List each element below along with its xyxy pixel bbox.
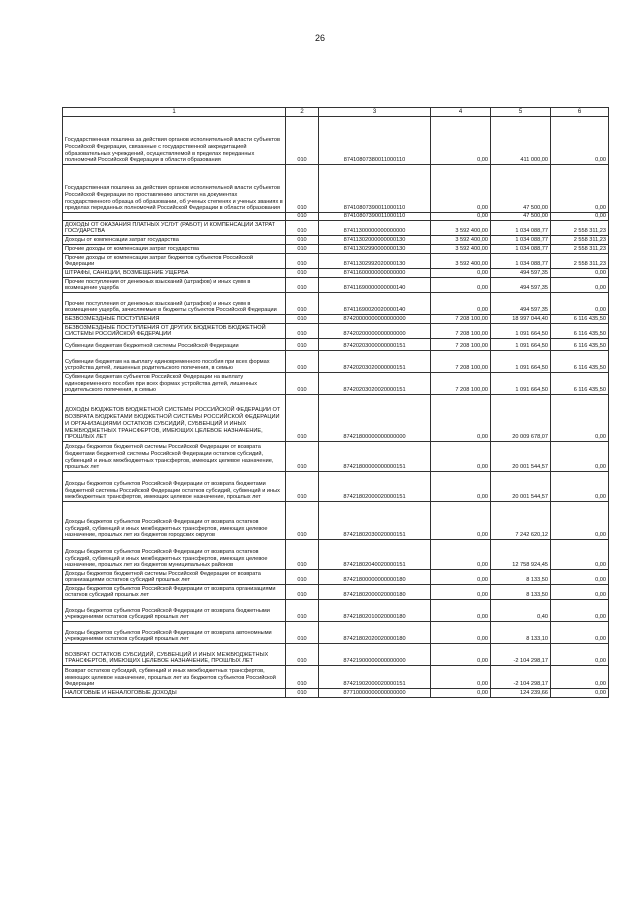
cell-name: ДОХОДЫ БЮДЖЕТОВ БЮДЖЕТНОЙ СИСТЕМЫ РОССИЙСКОЙ ФЕДЕРАЦИИ ОТ ВОЗВРАТА БЮДЖЕТАМИ БЮДЖЕТНОЙ СИСТЕМЫ РОССИЙСКОЙ ФЕДЕРАЦИИ И ОРГАНИЗАЦИЯМИ ОСТАТКОВ СУБСИДИЙ, СУБВЕНЦИЙ И ИНЫХ МЕЖБЮДЖЕТНЫХ ТРАНСФЕРТОВ, ИМЕЮЩИХ ЦЕЛЕВОЕ НАЗНАЧЕНИЕ, ПРОШЛЫХ ЛЕТ [63,395,286,442]
cell-rest: 0,00 [551,502,609,540]
table-row [63,278,609,293]
cell-rest: 2 558 311,23 [551,245,609,254]
cell-code: 010 [286,213,319,221]
cell-plan: 0,00 [431,540,491,570]
cell-kbk: 87420000000000000000 [319,315,431,324]
cell-plan: 0,00 [431,117,491,165]
cell-name: Доходы бюджетов субъектов Российской Федерации от возврата остатков субсидий, субвенций и иных межбюджетных трансфертов, имеющих целевое назначение, прошлых лет из бюджетов муниципальных районов [63,540,286,570]
cell-code: 010 [286,339,319,351]
cell-kbk: 87421800000000000000 [319,395,431,442]
table-row [63,373,609,395]
cell-rest: 0,00 [551,570,609,585]
cell-name: НАЛОГОВЫЕ И НЕНАЛОГОВЫЕ ДОХОДЫ [63,689,286,698]
income-report-table [62,107,609,698]
cell-fact: 8 133,10 [491,622,551,644]
cell-plan: 0,00 [431,213,491,221]
table-row [63,644,609,666]
cell-rest: 0,00 [551,395,609,442]
cell-plan: 0,00 [431,395,491,442]
cell-fact: 0,40 [491,600,551,622]
cell-plan: 0,00 [431,622,491,644]
cell-plan: 0,00 [431,269,491,278]
table-body [63,117,609,698]
cell-code: 010 [286,315,319,324]
table-row [63,293,609,315]
table-row [63,339,609,351]
cell-rest: 2 558 311,23 [551,254,609,269]
cell-rest: 0,00 [551,585,609,600]
cell-rest: 0,00 [551,600,609,622]
cell-fact: 411 000,00 [491,117,551,165]
table-row [63,117,609,165]
cell-rest: 6 116 435,50 [551,315,609,324]
table-row [63,502,609,540]
cell-plan: 0,00 [431,278,491,293]
cell-name: ВОЗВРАТ ОСТАТКОВ СУБСИДИЙ, СУБВЕНЦИЙ И ИНЫХ МЕЖБЮДЖЕТНЫХ ТРАНСФЕРТОВ, ИМЕЮЩИХ ЦЕЛЕВОЕ НАЗНАЧЕНИЕ, ПРОШЛЫХ ЛЕТ [63,644,286,666]
cell-code: 010 [286,245,319,254]
cell-plan: 0,00 [431,689,491,698]
cell-kbk: 87411302990000000130 [319,245,431,254]
column-header: 2 [286,108,319,117]
cell-name: Субвенции бюджетам субъектов Российской Федерации на выплату единовременного пособия при всех формах устройства детей, лишенных родительского попечения, в семью [63,373,286,395]
cell-fact: 494 597,35 [491,278,551,293]
table-row [63,570,609,585]
cell-name: Доходы бюджетов субъектов Российской Федерации от возврата организациями остатков субсидий прошлых лет [63,585,286,600]
cell-plan: 7 208 100,00 [431,315,491,324]
cell-code: 010 [286,165,319,213]
cell-code: 010 [286,644,319,666]
cell-plan: 0,00 [431,472,491,502]
table-row [63,221,609,236]
cell-code: 010 [286,622,319,644]
cell-code: 010 [286,442,319,472]
cell-code: 010 [286,395,319,442]
table-row [63,666,609,689]
cell-kbk: 87410807390011000110 [319,213,431,221]
cell-rest: 0,00 [551,269,609,278]
cell-name: Государственная пошлина за действия органов исполнительной власти субъектов Российской Федерации по проставлению апостиля на документах государственного образца об образовании, об ученых степенях и ученых званиях в пределах переданных полномочий Российской Федерации в области образования [63,165,286,213]
table-row [63,540,609,570]
cell-kbk: 87421802000020000180 [319,585,431,600]
cell-code: 010 [286,236,319,245]
page-number: 26 [314,33,325,43]
cell-kbk: 87420203020000000151 [319,351,431,373]
cell-fact: -2 104 298,17 [491,666,551,689]
cell-rest: 0,00 [551,213,609,221]
cell-plan: 0,00 [431,293,491,315]
cell-name: ДОХОДЫ ОТ ОКАЗАНИЯ ПЛАТНЫХ УСЛУГ (РАБОТ) И КОМПЕНСАЦИИ ЗАТРАТ ГОСУДАРСТВА [63,221,286,236]
cell-code: 010 [286,666,319,689]
cell-rest: 6 116 435,50 [551,339,609,351]
cell-code: 010 [286,600,319,622]
cell-kbk: 87420200000000000000 [319,324,431,339]
cell-fact: 8 133,50 [491,585,551,600]
cell-fact: 12 758 924,45 [491,540,551,570]
cell-name: Доходы от компенсации затрат государства [63,236,286,245]
cell-rest: 6 116 435,50 [551,351,609,373]
cell-kbk: 87411600000000000000 [319,269,431,278]
cell-kbk: 87421900000000000000 [319,644,431,666]
cell-kbk: 87420203020020000151 [319,373,431,395]
cell-rest: 0,00 [551,540,609,570]
cell-fact: 20 001 544,57 [491,472,551,502]
cell-fact: 494 597,35 [491,293,551,315]
cell-fact: 1 034 088,77 [491,236,551,245]
cell-name: Доходы бюджетов бюджетной системы Российской Федерации от возврата бюджетами бюджетной системы Российской Федерации остатков субсидий, субвенций и иных межбюджетных трансфертов, имеющих целевое назначение, прошлых лет [63,442,286,472]
cell-rest: 0,00 [551,293,609,315]
cell-name: Прочие доходы от компенсации затрат государства [63,245,286,254]
cell-plan: 0,00 [431,644,491,666]
table-row [63,269,609,278]
table-row [63,442,609,472]
cell-rest: 2 558 311,23 [551,221,609,236]
table-row [63,254,609,269]
cell-kbk: 87421802030020000151 [319,502,431,540]
table-row [63,351,609,373]
table-row [63,472,609,502]
cell-kbk: 87411690000000000140 [319,278,431,293]
cell-name: Доходы бюджетов бюджетной системы Российской Федерации от возврата организациями остатков субсидий прошлых лет [63,570,286,585]
cell-code: 010 [286,472,319,502]
cell-fact: 18 997 044,40 [491,315,551,324]
cell-fact: 1 091 664,50 [491,373,551,395]
cell-name: Доходы бюджетов субъектов Российской Федерации от возврата бюджетными учреждениями остатков субсидий прошлых лет [63,600,286,622]
cell-fact: 1 034 088,77 [491,245,551,254]
cell-code: 010 [286,324,319,339]
cell-plan: 3 592 400,00 [431,236,491,245]
column-header: 3 [319,108,431,117]
cell-name: Прочие поступления от денежных взысканий (штрафов) и иных сумм в возмещение ущерба [63,278,286,293]
table-row [63,213,609,221]
cell-code: 010 [286,689,319,698]
cell-plan: 7 208 100,00 [431,339,491,351]
cell-name: ШТРАФЫ, САНКЦИИ, ВОЗМЕЩЕНИЕ УЩЕРБА [63,269,286,278]
cell-code: 010 [286,585,319,600]
cell-name: Возврат остатков субсидий, субвенций и иных межбюджетных трансфертов, имеющих целевое назначение, прошлых лет из бюджетов субъектов Российской Федерации [63,666,286,689]
cell-name: Доходы бюджетов субъектов Российской Федерации от возврата бюджетами бюджетной системы Российской Федерации остатков субсидий, субвенций и иных межбюджетных трансфертов, имеющих целевое назначение, прошлых лет [63,472,286,502]
cell-fact: 20 009 678,07 [491,395,551,442]
cell-kbk: 87421802010020000180 [319,600,431,622]
cell-rest: 0,00 [551,442,609,472]
table-row [63,600,609,622]
cell-kbk: 87411302000000000130 [319,236,431,245]
cell-kbk: 87410807380011000110 [319,117,431,165]
cell-fact: 47 500,00 [491,165,551,213]
cell-fact: 494 597,35 [491,269,551,278]
table-row [63,324,609,339]
cell-fact: 47 500,00 [491,213,551,221]
cell-rest: 0,00 [551,689,609,698]
cell-plan: 3 592 400,00 [431,245,491,254]
cell-code: 010 [286,502,319,540]
cell-kbk: 87411300000000000000 [319,221,431,236]
cell-plan: 7 208 100,00 [431,324,491,339]
column-header: 5 [491,108,551,117]
cell-plan: 7 208 100,00 [431,351,491,373]
cell-name: БЕЗВОЗМЕЗДНЫЕ ПОСТУПЛЕНИЯ [63,315,286,324]
cell-fact: 7 242 620,12 [491,502,551,540]
cell-name: Прочие доходы от компенсации затрат бюджетов субъектов Российской Федерации [63,254,286,269]
cell-plan: 0,00 [431,502,491,540]
cell-name: Прочие поступления от денежных взысканий (штрафов) и иных сумм в возмещение ущерба, зачисляемые в бюджеты субъектов Российской Федерации [63,293,286,315]
cell-fact: 20 001 544,57 [491,442,551,472]
cell-kbk: 87411302992020000130 [319,254,431,269]
column-header: 4 [431,108,491,117]
cell-fact: 1 091 664,50 [491,351,551,373]
cell-plan: 3 592 400,00 [431,254,491,269]
cell-rest: 6 116 435,50 [551,324,609,339]
table-row [63,622,609,644]
cell-code: 010 [286,570,319,585]
cell-kbk: 87421802000020000151 [319,472,431,502]
cell-fact: 1 091 664,50 [491,339,551,351]
cell-rest: 0,00 [551,278,609,293]
cell-kbk: 87421800000000000151 [319,442,431,472]
cell-name: Доходы бюджетов субъектов Российской Федерации от возврата автономными учреждениями остатков субсидий прошлых лет [63,622,286,644]
cell-plan: 0,00 [431,585,491,600]
cell-code: 010 [286,278,319,293]
cell-code: 010 [286,221,319,236]
cell-rest: 0,00 [551,666,609,689]
cell-rest: 0,00 [551,644,609,666]
cell-kbk: 87421802040020000151 [319,540,431,570]
column-header: 6 [551,108,609,117]
cell-code: 010 [286,254,319,269]
table-row [63,165,609,213]
cell-kbk: 87420203000000000151 [319,339,431,351]
cell-plan: 0,00 [431,570,491,585]
cell-code: 010 [286,373,319,395]
cell-plan: 0,00 [431,165,491,213]
cell-name: Доходы бюджетов субъектов Российской Федерации от возврата остатков субсидий, субвенций и иных межбюджетных трансфертов, имеющих целевое назначение, прошлых лет из бюджетов городских округов [63,502,286,540]
cell-rest: 0,00 [551,165,609,213]
cell-rest: 6 116 435,50 [551,373,609,395]
cell-plan: 0,00 [431,666,491,689]
cell-kbk: 87710000000000000000 [319,689,431,698]
table-header-row [63,108,609,117]
cell-name: БЕЗВОЗМЕЗДНЫЕ ПОСТУПЛЕНИЯ ОТ ДРУГИХ БЮДЖЕТОВ БЮДЖЕТНОЙ СИСТЕМЫ РОССИЙСКОЙ ФЕДЕРАЦИИ [63,324,286,339]
cell-rest: 0,00 [551,117,609,165]
cell-kbk: 87421902000020000151 [319,666,431,689]
cell-plan: 0,00 [431,600,491,622]
cell-code: 010 [286,269,319,278]
cell-name [63,213,286,221]
cell-name: Государственная пошлина за действия органов исполнительной власти субъектов Российской Федерации, связанные с государственной аккредитацией образовательных учреждений, осуществляемой в пределах переданных полномочий Российской Федерации в области образования [63,117,286,165]
cell-plan: 3 592 400,00 [431,221,491,236]
cell-plan: 7 208 100,00 [431,373,491,395]
table-row [63,236,609,245]
cell-fact: 124 239,66 [491,689,551,698]
cell-rest: 0,00 [551,472,609,502]
cell-rest: 0,00 [551,622,609,644]
cell-fact: 8 133,50 [491,570,551,585]
table-row [63,245,609,254]
cell-rest: 2 558 311,23 [551,236,609,245]
table-row [63,585,609,600]
table-row [63,689,609,698]
table-row [63,315,609,324]
column-header: 1 [63,108,286,117]
cell-code: 010 [286,293,319,315]
cell-kbk: 87411690020020000140 [319,293,431,315]
cell-fact: 1 034 088,77 [491,221,551,236]
cell-fact: 1 034 088,77 [491,254,551,269]
cell-plan: 0,00 [431,442,491,472]
cell-name: Субвенции бюджетам на выплату единовременного пособия при всех формах устройства детей, лишенных родительского попечения, в семью [63,351,286,373]
cell-code: 010 [286,117,319,165]
cell-fact: 1 091 664,50 [491,324,551,339]
cell-kbk: 87410807390011000110 [319,165,431,213]
cell-code: 010 [286,540,319,570]
cell-fact: -2 104 298,17 [491,644,551,666]
table-row [63,395,609,442]
cell-code: 010 [286,351,319,373]
cell-name: Субвенции бюджетам бюджетной системы Российской Федерации [63,339,286,351]
cell-kbk: 87421802020020000180 [319,622,431,644]
cell-kbk: 87421800000000000180 [319,570,431,585]
